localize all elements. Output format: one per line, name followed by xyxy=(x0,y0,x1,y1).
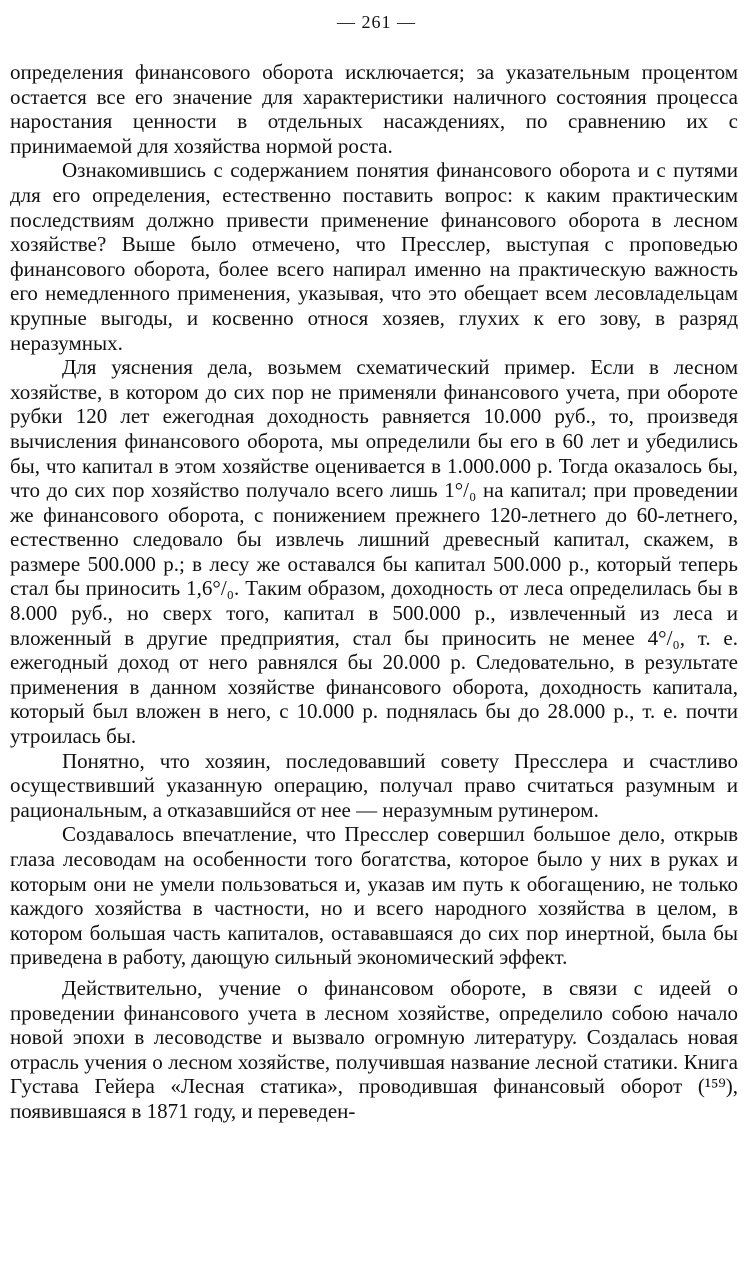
paragraph-1: определения финансового оборота исключается; за указательным процентом остается все его значение для характеристики наличного состояния процесса наростания ценности в отдельных насаждениях, по сравнению их с принимаемой для хозяйства нормой роста. xyxy=(10,60,738,158)
body-text xyxy=(10,60,738,1124)
paragraph-6: Действительно, учение о финансовом обороте, в связи с идеей о проведении финансового учета в лесном хозяйстве, определило собою начало новой эпохи в лесоводстве и вызвало огромную литературу. Создалась новая отрасль учения о лесном хозяйстве, получившая название лесной статики. Книга Густава Гейера «Лесная статика», проводившая финансовый оборот (¹⁵⁹), появившаяся в 1871 году, и переведен- xyxy=(10,975,738,1123)
page-number: — 261 — xyxy=(337,12,416,32)
paragraph-5: Создавалось впечатление, что Пресслер совершил большое дело, открыв глаза лесоводам на особенности того богатства, которое было у них в руках и которым они не умели пользоваться и, указав им путь к обогащению, не только каждого хозяйства в частности, но и всего народного хозяйства в целом, в котором большая часть капиталов, остававшаяся до сих пор инертной, была бы приведена в работу, дающую сильный экономический эффект. xyxy=(10,822,738,970)
paragraph-3: Для уяснения дела, возьмем схематический пример. Если в лесном хозяйстве, в котором до сих пор не применяли финансового учета, при обороте рубки 120 лет ежегодная доходность равняется 10.000 руб., то, произведя вычисления финансового оборота, мы определили бы его в 60 лет и убедились бы, что капитал в этом хозяйстве оценивается в 1.000.000 р. Тогда оказалось бы, что до сих пор хозяйство получало всего лишь 1°/₀ на капитал; при проведении же финансового оборота, с понижением прежнего 120-летнего до 60-летнего, естественно следовало бы извлечь лишний древесный капитал, скажем, в размере 500.000 р.; в лесу же оставался бы капитал 500.000 р., который теперь стал бы приносить 1,6°/₀. Таким образом, доходность от леса определилась бы в 8.000 руб., но сверх того, капитал в 500.000 р., извлеченный из леса и вложенный в другие предприятия, стал бы приносить не менее 4°/₀, т. е. ежегодный доход от него равнялся бы 20.000 р. Следовательно, в результате применения в данном хозяйстве финансового оборота, доходность капитала, который был вложен в него, с 10.000 р. поднялась бы до 28.000 р., т. е. почти утроилась бы. xyxy=(10,355,738,749)
paragraph-4: Понятно, что хозяин, последовавший совету Пресслера и счастливо осуществивший указанную операцию, получал право считаться разумным и рациональным, а отказавшийся от нее — неразумным рутинером. xyxy=(10,748,738,822)
paragraph-2: Ознакомившись с содержанием понятия финансового оборота и с путями для его определения, естественно поставить вопрос: к каким практическим последствиям должно привести применение финансового оборота в лесном хозяйстве? Выше было отмечено, что Пресслер, выступая с проповедью финансового оборота, более всего напирал именно на практическую важность его немедленного применения, указывая, что это обещает всем лесовладельцам крупные выгоды, и косвенно относя хозяев, глухих к его зову, в разряд неразумных. xyxy=(10,158,738,355)
